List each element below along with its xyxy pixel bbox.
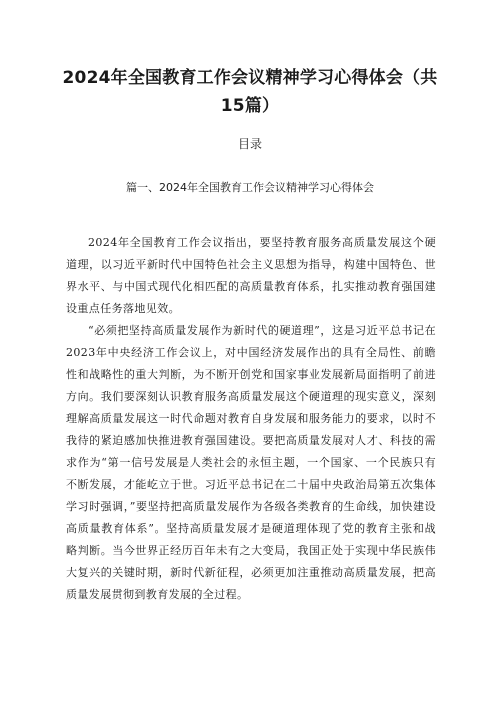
toc-item: 篇一、2024年全国教育工作会议精神学习心得体会 <box>126 181 374 194</box>
paragraph: 2024年全国教育工作会议指出，要坚持教育服务高质量发展这个硬道理，以习近平新时代中国特色社会主义思想为指导，构建中国特色、世界水平、与中国式现代化相匹配的高质量教育体系，扎实推动教育强国建设重点任务落地见效。 <box>66 236 436 315</box>
paragraph: “必须把坚持高质量发展作为新时代的硬道理”，这是习近平总书记在2023年中央经济工作会议上，对中国经济发展作出的具有全局性、前瞻性和战略性的重大判断，为不断开创党和国家事业发展新局面指明了前进方向。我们要深刻认识教育服务高质量发展这个硬道理的现实意义，深刻理解高质量发展这一时代命题对教育自身发展和服务能力的要求，以时不我待的紧迫感加快推进教育强国建设。要把高质量发展对人才、科技的需求作为“第一信号发展是人类社会的永恒主题，一个国家、一个民族只有不断发展，才能屹立于世。习近平总书记在二十届中央政治局第五次集体学习时强调，”要坚持把高质量发展作为各级各类教育的生命线，加快建设高质量教育体系”。坚持高质量发展才是硬道理体现了党的教育主张和战略判断。当今世界正经历百年未有之大变局，我国正处于实现中华民族伟大复兴的关键时期，新时代新征程，必须更加注重推动高质量发展，把高质量发展贯彻到教育发展的全过程。 <box>66 324 436 601</box>
body-text <box>66 232 436 606</box>
toc-heading: 目录 <box>237 137 262 151</box>
document-title: 2024年全国教育工作会议精神学习心得体会（共15篇） <box>62 68 438 116</box>
